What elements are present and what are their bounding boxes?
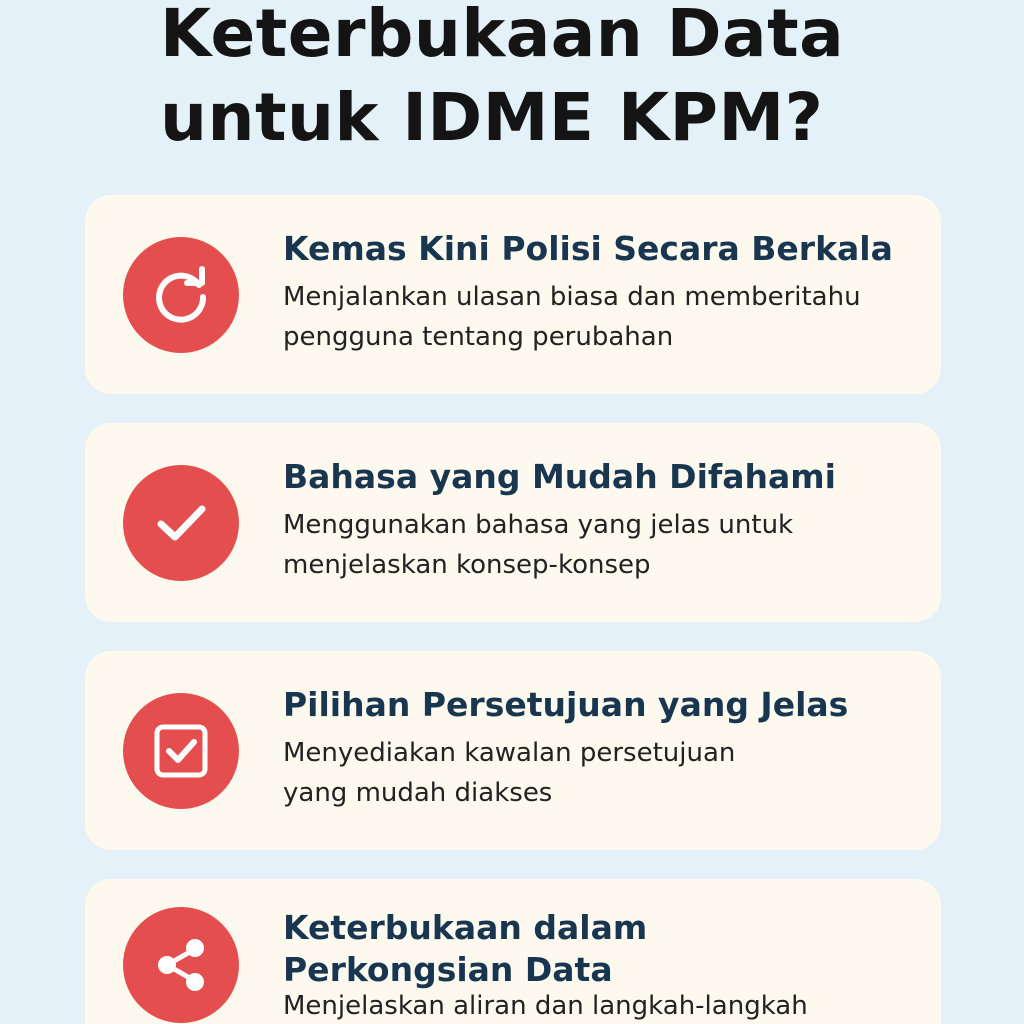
card-description: menjelaskan konsep-konsep <box>283 550 651 580</box>
card-heading: Pilihan Persetujuan yang Jelas <box>283 685 849 724</box>
card-policy-updates <box>85 195 941 394</box>
card-consent-options <box>85 651 941 850</box>
card-heading: Bahasa yang Mudah Difahami <box>283 457 836 496</box>
checkbox-icon <box>123 693 239 809</box>
card-plain-language <box>85 423 941 622</box>
card-description: Menjalankan ulasan biasa dan memberitahu <box>283 282 861 312</box>
card-heading: Perkongsian Data <box>283 950 613 989</box>
refresh-icon <box>123 237 239 353</box>
card-description: pengguna tentang perubahan <box>283 322 674 352</box>
card-description: yang mudah diakses <box>283 778 553 808</box>
title-line-2: untuk IDME KPM? <box>160 79 824 156</box>
page-title <box>160 0 844 160</box>
card-heading: Keterbukaan dalam <box>283 908 648 947</box>
title-line-1: Keterbukaan Data <box>160 0 845 72</box>
checkmark-icon <box>123 465 239 581</box>
card-description: Menyediakan kawalan persetujuan <box>283 738 736 768</box>
card-description: Menjelaskan aliran dan langkah-langkah <box>283 991 808 1021</box>
card-description: Menggunakan bahasa yang jelas untuk <box>283 510 794 540</box>
card-data-sharing <box>85 879 941 1024</box>
share-icon <box>123 907 239 1023</box>
card-heading: Kemas Kini Polisi Secara Berkala <box>283 229 893 268</box>
